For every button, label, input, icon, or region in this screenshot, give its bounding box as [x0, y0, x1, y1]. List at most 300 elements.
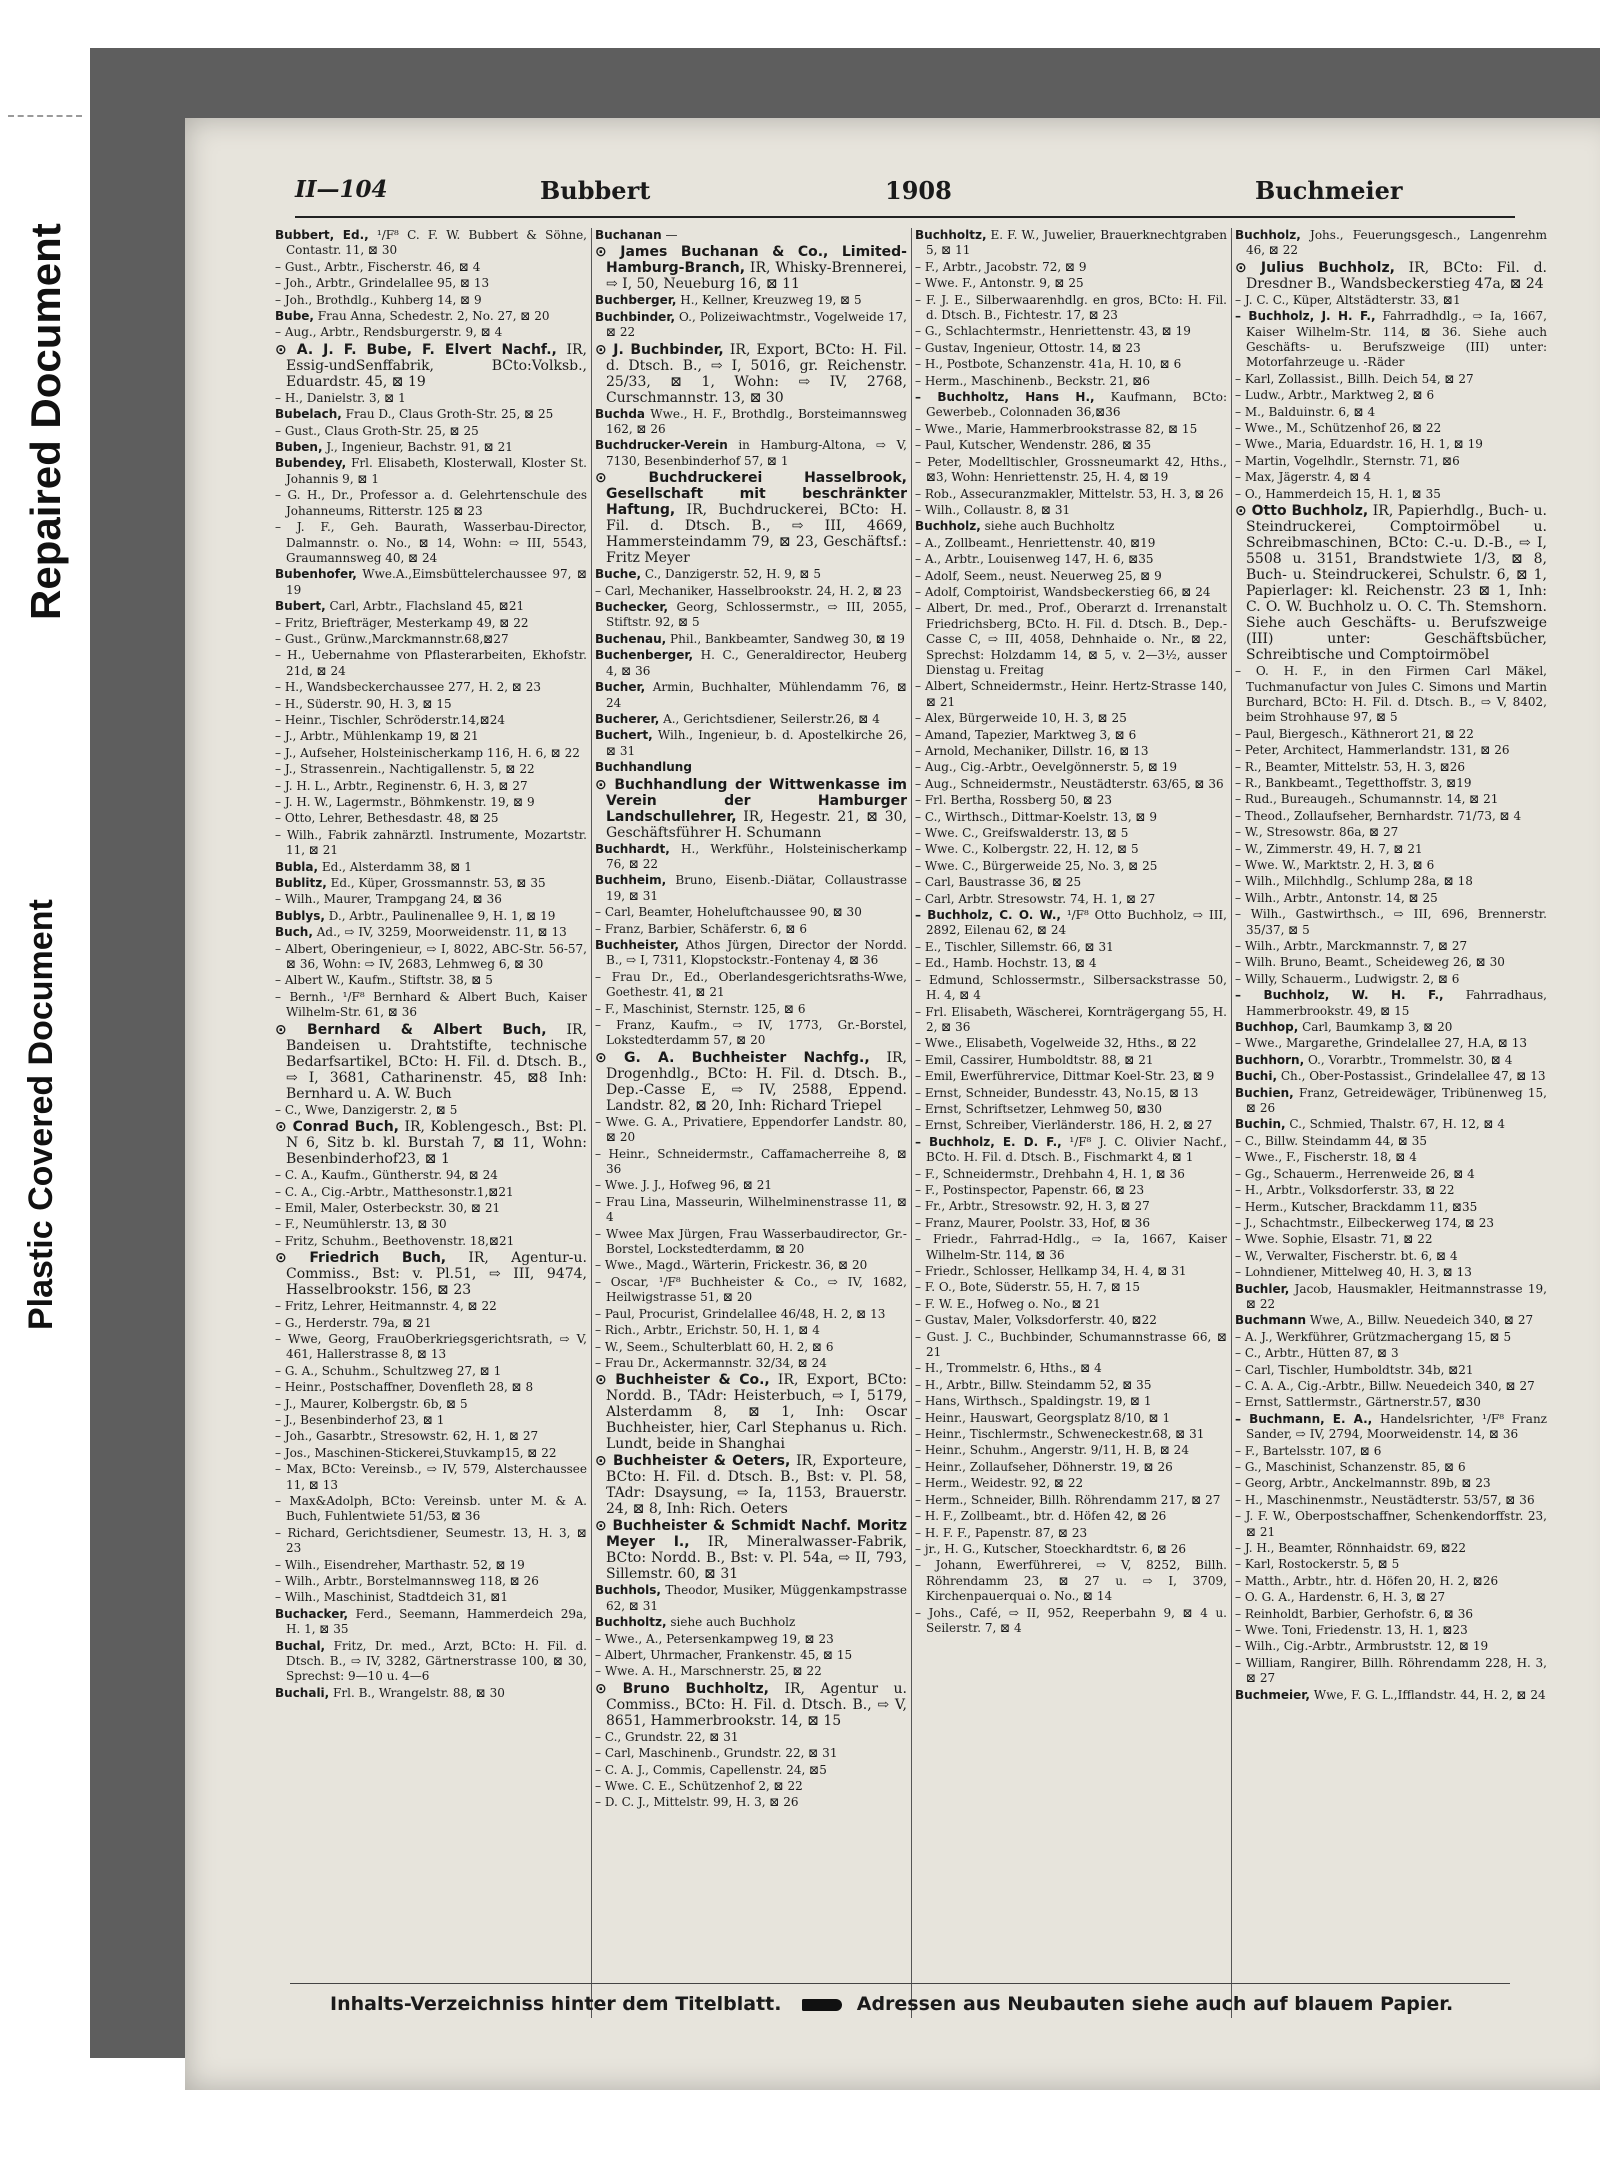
- entry-details: – J. H., Beamter, Rönnhaidstr. 69, ⊠22: [1235, 1541, 1467, 1556]
- entry-details: – Joh., Arbtr., Grindelallee 95, ⊠ 13: [275, 276, 490, 291]
- directory-entry: [1235, 1216, 1547, 1231]
- column-divider: [591, 228, 592, 2018]
- directory-entry: [275, 779, 587, 794]
- directory-entry: [1235, 1265, 1547, 1280]
- entry-details: – Ernst, Schreiber, Vierländerstr. 186, H. 2, ⊠ 27: [915, 1118, 1213, 1133]
- entry-details: – Franz, Barbier, Schäferstr. 6, ⊠ 6: [595, 921, 807, 936]
- directory-entry: [915, 744, 1227, 759]
- entry-details: – Johann, Ewerführerei, ⇨ V, 8252, Billh. Röhrendamm 23, ⊠ 27 u. ⇨ I, 3709, Kirchenpauerquai o. No., ⊠ 14: [915, 1558, 1227, 1604]
- entry-details: – Wilh., Maschinist, Stadtdeich 31, ⊠1: [275, 1590, 509, 1605]
- entry-name: Buchberger,: [595, 293, 677, 308]
- directory-entry: [915, 728, 1227, 743]
- page-number: II—104: [295, 176, 388, 203]
- entry-details: H., Kellner, Kreuzweg 19, ⊠ 5: [676, 293, 862, 308]
- entry-details: – H., Danielstr. 3, ⊠ 1: [275, 390, 406, 405]
- entry-details: – F. O., Bote, Süderstr. 55, H. 7, ⊠ 15: [915, 1280, 1140, 1295]
- directory-entry: [915, 1443, 1227, 1458]
- entry-details: – J., Schachtmstr., Eilbeckerweg 174, ⊠ 23: [1235, 1215, 1495, 1230]
- directory-entry: [595, 1227, 907, 1258]
- entry-details: – Carl, Mechaniker, Hasselbrookstr. 24, H. 2, ⊠ 23: [595, 583, 902, 598]
- directory-entry: [915, 1313, 1227, 1328]
- directory-entry: [1235, 743, 1547, 758]
- directory-entry: [275, 440, 587, 455]
- entry-name: Bubla,: [275, 859, 319, 874]
- entry-name: Bucher,: [595, 680, 646, 695]
- entry-name: Buchda: [595, 406, 646, 421]
- entry-details: – J. H. W., Lagermstr., Böhmkenstr. 19, ⊠ 9: [275, 795, 535, 809]
- entry-details: – Heinr., Tischler, Schröderstr.14,⊠24: [275, 712, 506, 727]
- entry-details: Carl, Baumkamp 3, ⊠ 20: [1298, 1020, 1453, 1035]
- directory-entry: [595, 1746, 907, 1761]
- entry-details: – Frl. Elisabeth, Wäscherei, Kornträgergang 55, H. 2, ⊠ 36: [915, 1004, 1227, 1034]
- directory-entry: [595, 760, 907, 775]
- directory-entry: [915, 1476, 1227, 1491]
- entry-name: Buchien,: [1235, 1085, 1294, 1100]
- entry-details: – A., Zollbeamt., Henriettenstr. 40, ⊠19: [915, 535, 1156, 550]
- entry-details: – H. F., Zollbeamt., btr. d. Höfen 42, ⊠ 26: [915, 1509, 1167, 1524]
- directory-entry: [915, 875, 1227, 890]
- entry-details: – Richard, Gerichtsdiener, Seumestr. 13, H. 3, ⊠ 23: [275, 1525, 587, 1556]
- entry-name: Buben,: [275, 440, 323, 455]
- entry-name: ⊙ Friedrich Buch,: [275, 1250, 447, 1267]
- document-page: [185, 118, 1600, 2090]
- directory-entry: [1235, 437, 1547, 452]
- directory-entry: [1235, 372, 1547, 387]
- directory-entry: [275, 1397, 587, 1412]
- directory-entry: [595, 728, 907, 759]
- entry-details: – R., Beamter, Mittelstr. 53, H. 3, ⊠26: [1235, 759, 1466, 774]
- directory-entry: [915, 892, 1227, 907]
- entry-details: – Paul, Kutscher, Wendenstr. 286, ⊠ 35: [915, 438, 1152, 453]
- entry-details: Frau Anna, Schedestr. 2, No. 27, ⊠ 20: [313, 309, 550, 324]
- directory-entry: [1235, 809, 1547, 824]
- directory-entry: [275, 616, 587, 631]
- directory-entry: [915, 228, 1227, 259]
- directory-entry: [275, 1103, 587, 1118]
- entry-details: – Wwe. G. A., Privatiere, Eppendorfer Landstr. 80, ⊠ 20: [595, 1114, 907, 1145]
- entry-details: – Willy, Schauerm., Ludwigstr. 2, ⊠ 6: [1235, 971, 1460, 986]
- directory-entry: [915, 293, 1227, 324]
- directory-entry: [915, 1558, 1227, 1604]
- entry-name: Buchheim,: [595, 873, 667, 888]
- entry-name: Buchholtz,: [915, 228, 987, 242]
- directory-entry: [275, 407, 587, 422]
- entry-details: – Georg, Arbtr., Anckelmannstr. 89b, ⊠ 23: [1235, 1476, 1491, 1491]
- entry-details: Handelsrichter, ¹/F⁸ Franz Sander, ⇨ IV, 2794, Moorweidenstr. 14, ⊠ 36: [1246, 1411, 1547, 1442]
- entry-details: – Rud., Bureaugeh., Schumannstr. 14, ⊠ 21: [1235, 792, 1499, 807]
- entry-details: – Gustav, Maler, Volksdorferstr. 40, ⊠22: [915, 1313, 1157, 1328]
- directory-entry: [1235, 874, 1547, 889]
- directory-entry: [595, 680, 907, 711]
- entry-details: in Hamburg-Altona, ⇨ V, 7130, Besenbinderhof 57, ⊠ 1: [606, 438, 907, 468]
- directory-entry: [1235, 1117, 1547, 1132]
- directory-entry: [1235, 664, 1547, 726]
- entry-details: IR, Koblengesch., Bst: Pl. N 6, Sitz b. kl. Burstah 7, ⊠ 11, Wohn: Besenbinderhof23, ⊠ 1: [286, 1119, 587, 1168]
- directory-entry: [595, 648, 907, 679]
- footer-divider: [290, 1983, 1510, 1984]
- entry-details: – J. F., Geh. Baurath, Wasserbau-Director, Dalmannstr. o. No., ⊠ 14, Wohn: ⇨ III, 5543, Graumannsweg 40, ⊠ 24: [275, 520, 587, 565]
- directory-entry: [595, 228, 907, 243]
- entry-name: ⊙ Buchheister & Co.,: [595, 1372, 770, 1389]
- entry-details: – H., Maschinenmstr., Neustädterstr. 53/57, ⊠ 36: [1235, 1492, 1535, 1507]
- directory-entry: [1235, 454, 1547, 469]
- entry-details: – Amand, Tapezier, Marktweg 3, ⊠ 6: [915, 727, 1137, 742]
- directory-entry: [595, 1681, 907, 1729]
- directory-entry: [595, 1258, 907, 1273]
- directory-entry: [915, 1167, 1227, 1182]
- entry-details: – Wwe. Sophie, Elsastr. 71, ⊠ 22: [1235, 1232, 1433, 1247]
- entry-details: – Wilh. Bruno, Beamt., Scheideweg 26, ⊠ 30: [1235, 955, 1505, 970]
- entry-details: – Wwe. A. H., Marschnerstr. 25, ⊠ 22: [595, 1664, 822, 1679]
- entry-details: – F. J. E., Silberwaarenhdlg. en gros, BCto: H. Fil. d. Dtsch. B., Fichtestr. 17, ⊠ 23: [915, 292, 1227, 323]
- directory-entry: [915, 1297, 1227, 1312]
- entry-details: – J., Strassenrein., Nachtigallenstr. 5, ⊠ 22: [275, 762, 535, 777]
- entry-name: Bubendey,: [275, 456, 347, 471]
- entry-name: Bublitz,: [275, 876, 327, 891]
- entry-details: – Bernh., ¹/F⁸ Bernhard & Albert Buch, Kaiser Wilhelm-Str. 61, ⊠ 36: [275, 989, 587, 1020]
- directory-entry: [915, 1102, 1227, 1117]
- entry-details: – G. H., Dr., Professor a. d. Gelehrtenschule des Johanneums, Ritterstr. 125 ⊠ 23: [275, 488, 587, 518]
- entry-details: – Karl, Rostockerstr. 5, ⊠ 5: [1235, 1557, 1400, 1572]
- directory-entry: [1235, 1460, 1547, 1475]
- entry-name: Bubelach,: [275, 407, 342, 422]
- directory-entry: [1235, 1590, 1547, 1605]
- entry-details: H., Werkführ., Holsteinischerkamp 76, ⊠ 22: [606, 841, 907, 871]
- directory-entry: [275, 1022, 587, 1102]
- entry-details: – H., Arbtr., Billw. Steindamm 52, ⊠ 35: [915, 1377, 1152, 1392]
- entry-name: Buchler,: [1235, 1281, 1290, 1296]
- entry-details: – Herm., Schneider, Billh. Röhrendamm 217, ⊠ 27: [915, 1492, 1221, 1507]
- sidebar: [0, 0, 90, 2177]
- entry-details: – G., Schlachtermstr., Henriettenstr. 43, ⊠ 19: [915, 324, 1191, 339]
- entry-details: – W., Seem., Schulterblatt 60, H. 2, ⊠ 6: [595, 1339, 834, 1354]
- header-first-entry: Bubbert: [540, 176, 651, 205]
- directory-entry: [915, 1526, 1227, 1541]
- entry-details: – H., Wandsbeckerchaussee 277, H. 2, ⊠ 23: [275, 680, 542, 695]
- directory-entry: [915, 601, 1227, 678]
- directory-entry: [915, 585, 1227, 600]
- entry-details: – Johs., Café, ⇨ II, 952, Reeperbahn 9, ⊠ 4 u. Seilerstr. 7, ⊠ 4: [915, 1605, 1227, 1635]
- directory-entry: [915, 374, 1227, 389]
- entry-details: – Gust., Claus Groth-Str. 25, ⊠ 25: [275, 423, 479, 438]
- column-divider: [1231, 228, 1232, 2018]
- entry-name: – Buchmann, E. A.,: [1235, 1411, 1373, 1426]
- entry-details: – Hans, Wirthsch., Spaldingstr. 19, ⊠ 1: [915, 1394, 1152, 1409]
- entry-details: – R., Bankbeamt., Tegetthoffstr. 3, ⊠19: [1235, 775, 1472, 790]
- directory-entry: [275, 713, 587, 728]
- directory-entry: [1235, 1656, 1547, 1687]
- directory-entry: [1235, 907, 1547, 938]
- pointing-hand-icon: [802, 1999, 842, 2011]
- entry-details: – Joh., Brothdlg., Kuhberg 14, ⊠ 9: [275, 292, 482, 307]
- directory-entry: [1235, 1412, 1547, 1443]
- entry-details: – H., Süderstr. 90, H. 3, ⊠ 15: [275, 696, 452, 711]
- directory-column: [595, 228, 907, 2018]
- entry-name: Buchheister,: [595, 937, 679, 952]
- entry-details: IR, Agentur u. Commiss., BCto: H. Fil. d. Dtsch. B., ⇨ V, 8651, Hammerbrookstr. 14, ⊠ 15: [606, 1680, 907, 1729]
- directory-entry: [595, 922, 907, 937]
- entry-details: – Adolf, Comptoirist, Wandsbeckerstieg 66, ⊠ 24: [915, 584, 1211, 599]
- directory-entry: [595, 1763, 907, 1778]
- entry-details: – C. A., Cig.-Arbtr., Matthesonstr.1,⊠21: [275, 1184, 514, 1199]
- directory-entry: [1235, 388, 1547, 403]
- directory-entry: [915, 810, 1227, 825]
- entry-details: – E., Tischler, Sillemstr. 66, ⊠ 31: [915, 939, 1114, 954]
- directory-entry: [595, 584, 907, 599]
- entry-details: – Theod., Zollaufseher, Bernhardstr. 71/73, ⊠ 4: [1235, 808, 1522, 823]
- entry-name: ⊙ A. J. F. Bube, F. Elvert Nachf.,: [275, 341, 557, 358]
- entry-details: Frl. B., Wrangelstr. 88, ⊠ 30: [329, 1685, 505, 1700]
- entry-details: Franz, Getreidewäger, Tribünenweg 15, ⊠ 26: [1246, 1085, 1547, 1116]
- entry-details: J., Ingenieur, Bachstr. 91, ⊠ 21: [322, 440, 513, 455]
- directory-entry: [595, 1795, 907, 1810]
- directory-entry: [915, 859, 1227, 874]
- entry-details: – Heinr., Schuhm., Angerstr. 9/11, H. B, ⊠ 24: [915, 1443, 1189, 1458]
- directory-entry: [915, 908, 1227, 939]
- directory-entry: [275, 293, 587, 308]
- directory-entry: [595, 600, 907, 631]
- directory-entry: [275, 1413, 587, 1428]
- directory-entry: [595, 938, 907, 969]
- entry-details: – Carl, Tischler, Humboldtstr. 34b, ⊠21: [1235, 1362, 1474, 1377]
- directory-entry: [275, 1316, 587, 1331]
- entry-details: – Lohndiener, Mittelweg 40, H. 3, ⊠ 13: [1235, 1265, 1472, 1280]
- entry-details: Phil., Bankbeamter, Sandweg 30, ⊠ 19: [666, 631, 905, 646]
- entry-name: – Buchholz, W. H. F.,: [1235, 988, 1444, 1003]
- directory-entry: [1235, 1069, 1547, 1084]
- entry-details: Johs., Feuerungsgesch., Langenrehm 46, ⊠ 22: [1246, 228, 1547, 258]
- directory-entry: [915, 940, 1227, 955]
- directory-entry: [915, 455, 1227, 486]
- entry-details: – Matth., Arbtr., htr. d. Höfen 20, H. 2, ⊠26: [1235, 1573, 1499, 1588]
- directory-columns: [275, 228, 1575, 2018]
- entry-details: Wwe, A., Billw. Neuedeich 340, ⊠ 27: [1306, 1313, 1534, 1328]
- entry-name: Buchdrucker-Verein: [595, 438, 728, 453]
- directory-entry: [595, 407, 907, 438]
- entry-details: – Emil, Maler, Osterbeckstr. 30, ⊠ 21: [275, 1200, 501, 1215]
- directory-entry: [1235, 891, 1547, 906]
- directory-entry: [1235, 1363, 1547, 1378]
- entry-details: – Edmund, Schlossermstr., Silbersackstrasse 50, H. 4, ⊠ 4: [915, 972, 1227, 1003]
- entry-details: – Frau Lina, Masseurin, Wilhelminenstrasse 11, ⊠ 4: [595, 1194, 907, 1225]
- entry-details: – Emil, Ewerführervice, Dittmar Koel-Str. 23, ⊠ 9: [915, 1069, 1215, 1084]
- directory-entry: [595, 1178, 907, 1193]
- entry-details: – Carl, Baustrasse 36, ⊠ 25: [915, 875, 1082, 890]
- entry-details: – Adolf, Seem., neust. Neuerweg 25, ⊠ 9: [915, 568, 1162, 583]
- entry-details: – Wwe., Magd., Wärterin, Frickestr. 36, ⊠ 20: [595, 1258, 868, 1273]
- directory-entry: [1235, 1395, 1547, 1410]
- directory-entry: [275, 1429, 587, 1444]
- entry-details: – Otto, Lehrer, Bethesdastr. 48, ⊠ 25: [275, 811, 499, 826]
- entry-details: Kaufmann, BCto: Gewerbeb., Colonnaden 36,⊠36: [926, 390, 1227, 420]
- directory-entry: [915, 552, 1227, 567]
- entry-details: – Aug., Schneidermstr., Neustädterstr. 63/65, ⊠ 36: [915, 776, 1224, 791]
- directory-entry: [1235, 1282, 1547, 1313]
- directory-entry: [595, 1583, 907, 1614]
- entry-details: – C. A. A., Cig.-Arbtr., Billw. Neuedeich 340, ⊠ 27: [1235, 1378, 1535, 1393]
- entry-details: – Frau Dr., Ed., Oberlandesgerichtsraths-Wwe, Goethestr. 41, ⊠ 21: [595, 969, 907, 1000]
- directory-entry: [1235, 858, 1547, 873]
- directory-entry: [915, 1378, 1227, 1393]
- entry-details: IR, Exporteure, BCto: H. Fil. d. Dtsch. B., Bst: v. Pl. 58, TAdr: Dsaysung, ⇨ Ia, 1153, Brauerstr. 24, ⊠ 8, Inh: Rich. Oeters: [606, 1453, 907, 1518]
- entry-name: Buche,: [595, 567, 642, 582]
- directory-entry: [915, 487, 1227, 502]
- directory-entry: [915, 1509, 1227, 1524]
- entry-details: – Rob., Assecuranzmakler, Mittelstr. 53, H. 3, ⊠ 26: [915, 486, 1224, 501]
- directory-entry: [915, 1036, 1227, 1051]
- directory-entry: [275, 520, 587, 566]
- entry-name: Buchacker,: [275, 1606, 349, 1621]
- entry-details: – Ernst, Sattlermstr., Gärtnerstr.57, ⊠30: [1235, 1395, 1481, 1410]
- entry-details: – Fritz, Briefträger, Mesterkamp 49, ⊠ 22: [275, 615, 529, 630]
- entry-details: Frl. Elisabeth, Klosterwall, Kloster St. Johannis 9, ⊠ 1: [286, 456, 587, 486]
- directory-entry: [275, 1168, 587, 1183]
- entry-details: – Rich., Arbtr., Erichstr. 50, H. 1, ⊠ 4: [595, 1323, 820, 1338]
- entry-details: – Fritz, Schuhm., Beethovenstr. 18,⊠21: [275, 1233, 515, 1248]
- directory-entry: [1235, 760, 1547, 775]
- entry-details: – Max&Adolph, BCto: Vereinsb. unter M. & A. Buch, Fuhlentwiete 51/53, ⊠ 36: [275, 1494, 587, 1524]
- entry-details: – W., Stresowstr. 86a, ⊠ 27: [1235, 825, 1399, 840]
- entry-details: IR, BCto: Fil. d. Dresdner B., Wandsbeckerstieg 47a, ⊠ 24: [1246, 259, 1547, 292]
- entry-details: – Ludw., Arbtr., Marktweg 2, ⊠ 6: [1235, 388, 1435, 403]
- directory-entry: [595, 1195, 907, 1226]
- directory-entry: [1235, 1053, 1547, 1068]
- directory-entry: [915, 519, 1227, 534]
- entry-details: IR, Drogenhdlg., BCto: H. Fil. d. Dtsch. B., Dep.-Casse E, ⇨ IV, 2588, Eppend. Landstr. 82, ⊠ 20, Inh: Richard Triepel: [606, 1049, 907, 1114]
- entry-details: O., Polizeiwachtmstr., Vogelweide 17, ⊠ 22: [606, 309, 907, 340]
- directory-entry: [595, 310, 907, 341]
- directory-entry: [915, 341, 1227, 356]
- entry-details: – Albert, Schneidermstr., Heinr. Hertz-Strasse 140, ⊠ 21: [915, 679, 1227, 709]
- entry-details: – Aug., Arbtr., Rendsburgerstr. 9, ⊠ 4: [275, 325, 503, 340]
- directory-entry: [595, 777, 907, 841]
- directory-entry: [1235, 260, 1547, 292]
- directory-entry: [915, 422, 1227, 437]
- directory-entry: [915, 1394, 1227, 1409]
- directory-entry: [1235, 825, 1547, 840]
- directory-entry: [595, 1779, 907, 1794]
- directory-entry: [275, 1234, 587, 1249]
- entry-details: – F., Neumühlerstr. 13, ⊠ 30: [275, 1217, 447, 1232]
- entry-details: – Wwe, Georg, FrauOberkriegsgerichtsrath, ⇨ V, 461, Hallerstrasse 8, ⊠ 13: [275, 1331, 587, 1362]
- directory-entry: [1235, 1200, 1547, 1215]
- directory-entry: [595, 1356, 907, 1371]
- entry-name: Buchert,: [595, 728, 653, 743]
- directory-entry: [915, 1606, 1227, 1637]
- entry-details: – Wwe. J. J., Hofweg 96, ⊠ 21: [595, 1178, 773, 1193]
- entry-details: – Albert, Uhrmacher, Frankenstr. 45, ⊠ 15: [595, 1647, 853, 1662]
- entry-details: C., Danzigerstr. 52, H. 9, ⊠ 5: [641, 567, 822, 582]
- directory-entry: [275, 860, 587, 875]
- directory-entry: [915, 760, 1227, 775]
- directory-entry: [915, 357, 1227, 372]
- entry-details: – Wwe., F., Fischerstr. 18, ⊠ 4: [1235, 1150, 1417, 1165]
- entry-details: – Carl, Arbtr. Stresowstr. 74, H. 1, ⊠ 27: [915, 891, 1156, 906]
- entry-details: E. F. W., Juwelier, Brauerknechtgraben 5, ⊠ 11: [926, 228, 1227, 258]
- entry-name: Buchhols,: [595, 1583, 661, 1598]
- entry-details: – Wwe. C., Greifswalderstr. 13, ⊠ 5: [915, 826, 1129, 841]
- entry-details: – M., Balduinstr. 6, ⊠ 4: [1235, 404, 1376, 419]
- entry-name: ⊙ Buchheister & Oeters,: [595, 1453, 791, 1470]
- directory-entry: [915, 973, 1227, 1004]
- directory-entry: [1235, 955, 1547, 970]
- directory-entry: [275, 828, 587, 859]
- entry-details: Wwe., H. F., Brothdlg., Borsteimannsweg 162, ⊠ 26: [606, 406, 907, 437]
- directory-entry: [1235, 939, 1547, 954]
- entry-name: Buchhardt,: [595, 841, 670, 856]
- directory-entry: [275, 1590, 587, 1605]
- directory-entry: [595, 567, 907, 582]
- directory-entry: [275, 1217, 587, 1232]
- directory-entry: [1235, 309, 1547, 371]
- directory-entry: [275, 276, 587, 291]
- entry-details: – Wilh., Arbtr., Antonstr. 14, ⊠ 25: [1235, 890, 1438, 905]
- directory-entry: [595, 712, 907, 727]
- entry-name: – Buchholz, C. O. W.,: [915, 908, 1061, 923]
- directory-entry: [595, 970, 907, 1001]
- directory-entry: [1235, 1509, 1547, 1540]
- entry-name: Buchholz,: [915, 519, 981, 534]
- entry-details: – O. G. A., Hardenstr. 6, H. 3, ⊠ 27: [1235, 1590, 1446, 1605]
- entry-name: Buch,: [275, 925, 313, 940]
- directory-entry: [595, 470, 907, 566]
- entry-details: – D. C. J., Mittelstr. 99, H. 3, ⊠ 26: [595, 1795, 799, 1810]
- directory-entry: [915, 324, 1227, 339]
- directory-entry: [275, 1494, 587, 1525]
- entry-details: – J., Aufseher, Holsteinischerkamp 116, H. 6, ⊠ 22: [275, 745, 580, 760]
- entry-details: siehe auch Buchholtz: [980, 519, 1115, 534]
- directory-entry: [275, 925, 587, 940]
- entry-name: Buchhop,: [1235, 1020, 1299, 1035]
- scan-background: [90, 48, 1600, 2058]
- directory-entry: [1235, 1574, 1547, 1589]
- directory-entry: [275, 1201, 587, 1216]
- entry-details: Theodor, Musiker, Müggenkampstrasse 62, ⊠ 31: [606, 1583, 907, 1613]
- plastic-covered-label: Plastic Covered Document: [22, 899, 60, 1330]
- directory-entry: [275, 424, 587, 439]
- directory-entry: [1235, 1330, 1547, 1345]
- entry-details: – Herm., Weidestr. 92, ⊠ 22: [915, 1476, 1084, 1491]
- entry-details: – W., Zimmerstr. 49, H. 7, ⊠ 21: [1235, 841, 1423, 856]
- directory-entry: [1235, 972, 1547, 987]
- entry-details: – Wwe., Elisabeth, Vogelweide 32, Hths., ⊠ 22: [915, 1036, 1197, 1051]
- entry-details: IR, Papierhdlg., Buch- u. Steindruckerei, Comptoirmöbel u. Schreibmaschinen, BCto: C.-u. D.-B., ⇨ I, 5508 u. 3151, Brandstwiete 1/3, ⊠ 8, Buch- u. Steindruckerei, Schulstr. 6, ⊠ 1, Papierlager: kl. Reichenstr. 23 ⊠ 1, Inh: C. O. W. Buchholz u. O. C. Th. Stemshorn. Siehe auch Geschäfts- u. Berufszweige (III) unter: Geschäftsbücher, Schreibtische und Comptoirmöbel: [1246, 503, 1547, 664]
- entry-details: – Wilh., Gastwirthsch., ⇨ III, 696, Brennerstr. 35/37, ⊠ 5: [1235, 907, 1547, 937]
- directory-entry: [1235, 470, 1547, 485]
- entry-name: ⊙ Bernhard & Albert Buch,: [275, 1021, 547, 1038]
- entry-details: Frau D., Claus Groth-Str. 25, ⊠ 25: [341, 407, 554, 422]
- directory-entry: [595, 842, 907, 873]
- entry-details: IR, Bandeisen u. Drahtstifte, technische Bedarfsartikel, BCto: H. Fil. d. Dtsch. B., ⇨ I, 3681, Catharinenstr. 45, ⊠8 Inh: Bernhard u. A. W. Buch: [286, 1021, 587, 1102]
- directory-entry: [915, 793, 1227, 808]
- entry-details: – O. H. F., in den Firmen Carl Mäkel, Tuchmanufactur von Jules C. Simons und Martin Burchard, BCto: H. Fil. d. Dtsch. B., ⇨ V, 8402, beim Strohhause 97, ⊠ 5: [1235, 664, 1547, 725]
- entry-name: ⊙ G. A. Buchheister Nachfg.,: [595, 1049, 870, 1066]
- directory-entry: [1235, 988, 1547, 1019]
- directory-entry: [1235, 1557, 1547, 1572]
- directory-entry: [275, 729, 587, 744]
- directory-entry: [1235, 1183, 1547, 1198]
- entry-details: – W., Verwalter, Fischerstr. bt. 6, ⊠ 4: [1235, 1248, 1458, 1263]
- directory-entry: [1235, 1036, 1547, 1051]
- directory-entry: [275, 1462, 587, 1493]
- directory-entry: [275, 746, 587, 761]
- footer-index-note: Inhalts-Verzeichniss hinter dem Titelblatt.: [330, 1993, 782, 2015]
- entry-name: Buchhandlung: [595, 760, 692, 775]
- directory-entry: [1235, 1623, 1547, 1638]
- header-divider: [295, 216, 1515, 218]
- entry-details: – C., Wirthsch., Dittmar-Koelstr. 13, ⊠ 9: [915, 809, 1157, 824]
- entry-details: – Albert, Dr. med., Prof., Oberarzt d. Irrenanstalt Friedrichsberg, BCto. H. Fil. d. Dtsch. B., Dep.-Casse C, ⇨ III, 4058, Dehnhaide o. Nr., ⊠ 22, Sprechst: Holzdamm 14, ⊠ 5, v. 2—3½, ausser Dienstag u. Freitag: [915, 601, 1227, 677]
